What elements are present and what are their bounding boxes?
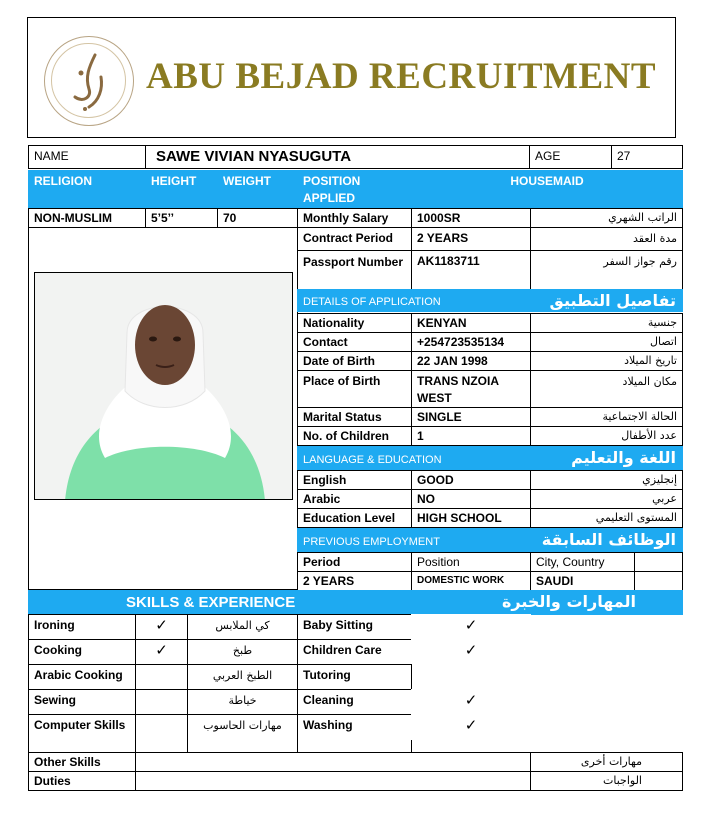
skill-washing-check: ✓ <box>411 714 531 740</box>
duties-arabic: الواجبات <box>530 771 683 791</box>
contact-arabic: اتصال <box>530 332 683 352</box>
salary-value: 1000SR <box>411 208 531 228</box>
language-title: LANGUAGE & EDUCATION <box>303 454 442 466</box>
nationality-value: KENYAN <box>411 313 531 333</box>
language-title-arabic: اللغة والتعليم <box>571 448 676 467</box>
position-value: HOUSEMAID <box>411 170 683 208</box>
age-value: 27 <box>611 145 683 169</box>
nationality-arabic: جنسية <box>530 313 683 333</box>
skill-washing-label: Washing <box>297 714 412 753</box>
english-arabic: إنجليزي <box>530 470 683 490</box>
name-label: NAME <box>28 145 146 169</box>
height-header: HEIGHT <box>145 170 218 208</box>
salary-arabic: الراتب الشهري <box>530 208 683 228</box>
arabic-value: NO <box>411 489 531 509</box>
marital-arabic: الحالة الاجتماعية <box>530 407 683 427</box>
education-label: Education Level <box>297 508 412 528</box>
skill-cooking-label: Cooking <box>28 639 136 665</box>
application-section-header <box>297 289 683 312</box>
salary-label: Monthly Salary <box>297 208 412 228</box>
pob-value: TRANS NZOIA WEST <box>411 370 531 408</box>
employment-blank-cell <box>634 552 683 572</box>
duties-value <box>135 771 531 791</box>
skill-cooking-arabic: طبخ <box>187 639 298 665</box>
skill-sewing-check <box>135 689 188 715</box>
calligraphy-logo-icon <box>44 36 134 126</box>
marital-value: SINGLE <box>411 407 531 427</box>
contact-label: Contact <box>297 332 412 352</box>
education-arabic: المستوى التعليمي <box>530 508 683 528</box>
skill-cooking-check: ✓ <box>135 639 188 665</box>
dob-label: Date of Birth <box>297 351 412 371</box>
skill-sewing-arabic: خياطة <box>187 689 298 715</box>
skill-arabic-cooking-arabic: الطبخ العربي <box>187 664 298 690</box>
skill-childcare-label: Children Care <box>297 639 412 665</box>
religion-header: RELIGION <box>28 170 146 208</box>
employment-period: 2 YEARS <box>297 571 412 591</box>
application-title-arabic: تفاصيل التطبيق <box>549 291 676 310</box>
age-label: AGE <box>529 145 612 169</box>
skill-ironing-check: ✓ <box>135 614 188 640</box>
language-section-header <box>297 446 683 470</box>
employment-title: PREVIOUS EMPLOYMENT <box>303 536 440 548</box>
skill-computer-label: Computer Skills <box>28 714 136 753</box>
passport-label: Passport Number <box>297 250 412 290</box>
skill-babysitting-check: ✓ <box>411 614 531 640</box>
other-skills-value <box>135 752 531 772</box>
skill-childcare-check: ✓ <box>411 639 531 665</box>
duties-label: Duties <box>28 771 136 791</box>
skills-section-header <box>28 590 683 615</box>
employment-position: DOMESTIC WORK <box>411 571 531 591</box>
children-value: 1 <box>411 426 531 446</box>
skill-babysitting-label: Baby Sitting <box>297 614 412 640</box>
skill-ironing-arabic: كي الملابس <box>187 614 298 640</box>
company-name: ABU BEJAD RECRUITMENT <box>146 56 657 97</box>
passport-value: AK1183711 <box>411 250 531 290</box>
children-label: No. of Children <box>297 426 412 446</box>
skill-cleaning-label: Cleaning <box>297 689 412 715</box>
dob-arabic: تاريخ الميلاد <box>530 351 683 371</box>
position-header: POSITION APPLIED <box>297 170 412 208</box>
contract-value: 2 YEARS <box>411 227 531 251</box>
arabic-label: Arabic <box>297 489 412 509</box>
contract-arabic: مدة العقد <box>530 227 683 251</box>
candidate-name: SAWE VIVIAN NYASUGUTA <box>145 145 530 169</box>
contact-value: +254723535134 <box>411 332 531 352</box>
skill-arabic-cooking-label: Arabic Cooking <box>28 664 136 690</box>
skill-tutoring-label: Tutoring <box>297 664 412 690</box>
passport-arabic: رقم جواز السفر <box>530 250 683 290</box>
employment-blank-cell-2 <box>634 571 683 591</box>
weight-value: 70 <box>217 208 298 228</box>
english-label: English <box>297 470 412 490</box>
pob-label: Place of Birth <box>297 370 412 408</box>
location-header: City, Country <box>530 552 635 572</box>
other-skills-label: Other Skills <box>28 752 136 772</box>
education-value: HIGH SCHOOL <box>411 508 531 528</box>
weight-header: WEIGHT <box>217 170 298 208</box>
employment-section-header <box>297 528 683 552</box>
skill-arabic-cooking-check <box>135 664 188 690</box>
skill-computer-arabic: مهارات الحاسوب <box>187 714 298 753</box>
employment-location: SAUDI <box>530 571 635 591</box>
arabic-arabic: عربي <box>530 489 683 509</box>
religion-value: NON-MUSLIM <box>28 208 146 228</box>
skill-computer-check <box>135 714 188 753</box>
application-title: DETAILS OF APPLICATION <box>303 296 441 308</box>
children-arabic: عدد الأطفال <box>530 426 683 446</box>
nationality-label: Nationality <box>297 313 412 333</box>
marital-label: Marital Status <box>297 407 412 427</box>
position-col-header: Position <box>411 552 531 572</box>
dob-value: 22 JAN 1998 <box>411 351 531 371</box>
employment-title-arabic: الوظائف السابقة <box>541 530 676 549</box>
skills-title-arabic: المهارات والخبرة <box>501 592 636 611</box>
english-value: GOOD <box>411 470 531 490</box>
skill-sewing-label: Sewing <box>28 689 136 715</box>
skill-ironing-label: Ironing <box>28 614 136 640</box>
skills-title: SKILLS & EXPERIENCE <box>126 594 296 611</box>
skill-cleaning-check: ✓ <box>411 689 531 715</box>
other-skills-arabic: مهارات أخرى <box>530 752 683 772</box>
candidate-photo <box>34 272 293 500</box>
pob-arabic: مكان الميلاد <box>530 370 683 408</box>
height-value: 5’5’’ <box>145 208 218 228</box>
period-header: Period <box>297 552 412 572</box>
contract-label: Contract Period <box>297 227 412 251</box>
